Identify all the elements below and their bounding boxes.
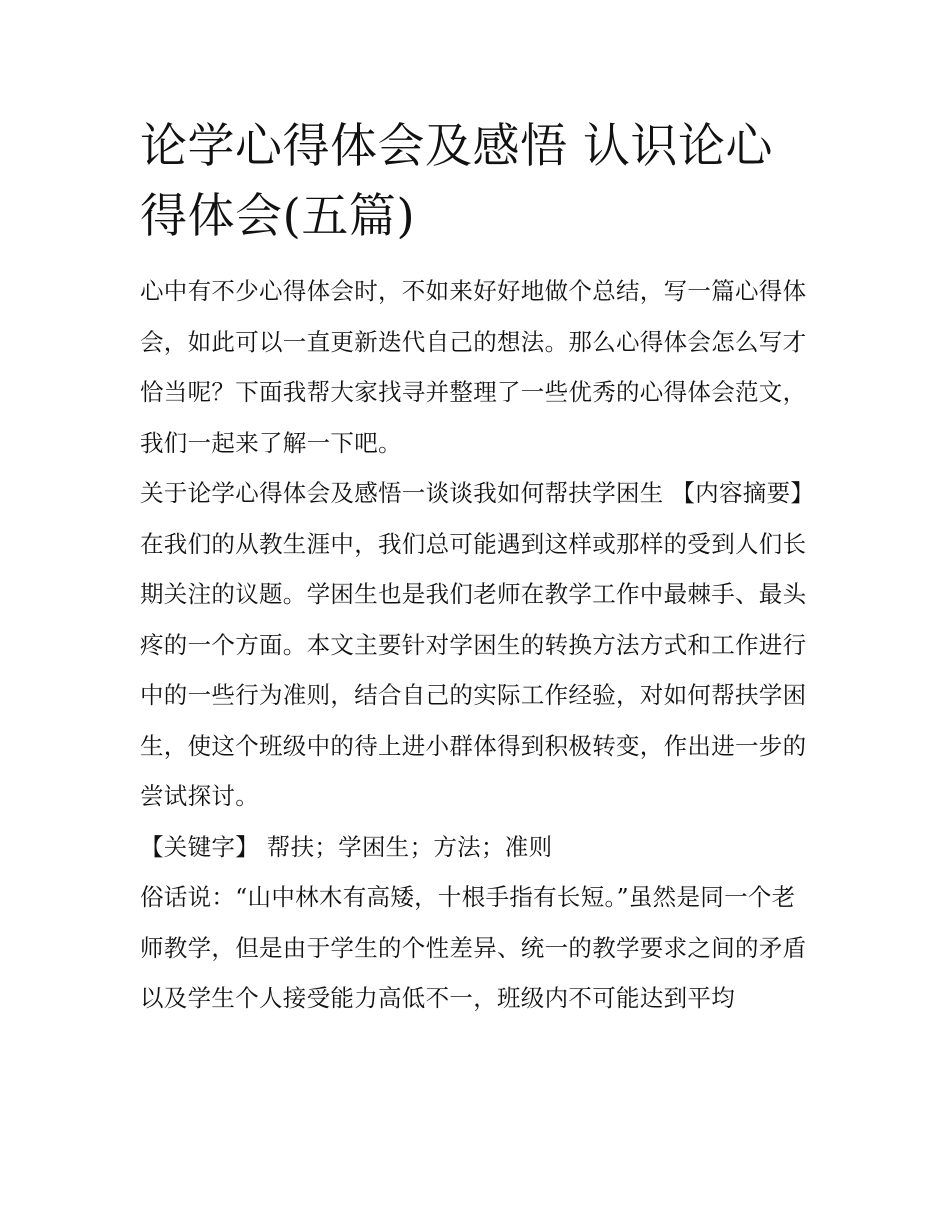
section-heading: 关于论学心得体会及感悟一谈谈我如何帮扶学困生 【内容摘要】 — [140, 479, 815, 507]
document-page — [140, 112, 815, 1024]
abstract-paragraph: 在我们的从教生涯中，我们总可能遇到这样或那样的受到人们长期关注的议题。学困生也是我们老师在教学工作中最棘手、最头疼的一个方面。本文主要针对学困生的转换方法方式和工作进行中的一些行为准则，结合自己的实际工作经验，对如何帮扶学困生，使这个班级中的待上进小群体得到积极转变，作出进一步的尝试探讨。 — [140, 529, 807, 810]
keywords-line: 【关键字】 帮扶；学困生；方法；准则 — [140, 832, 553, 861]
document-title: 论学心得体会及感悟 认识论心得体会(五篇) — [140, 119, 773, 244]
body-paragraph: 俗话说：“山中林木有高矮，十根手指有长短。”虽然是同一个老师教学，但是由于学生的个性差异、统一的教学要求之间的矛盾以及学生个人接受能力高低不一，班级内不可能达到平均 — [140, 883, 807, 1012]
intro-paragraph: 心中有不少心得体会时，不如来好好地做个总结，写一篇心得体会，如此可以一直更新迭代自己的想法。那么心得体会怎么写才恰当呢？下面我帮大家找寻并整理了一些优秀的心得体会范文，我们一起来了解一下吧。 — [140, 277, 807, 457]
